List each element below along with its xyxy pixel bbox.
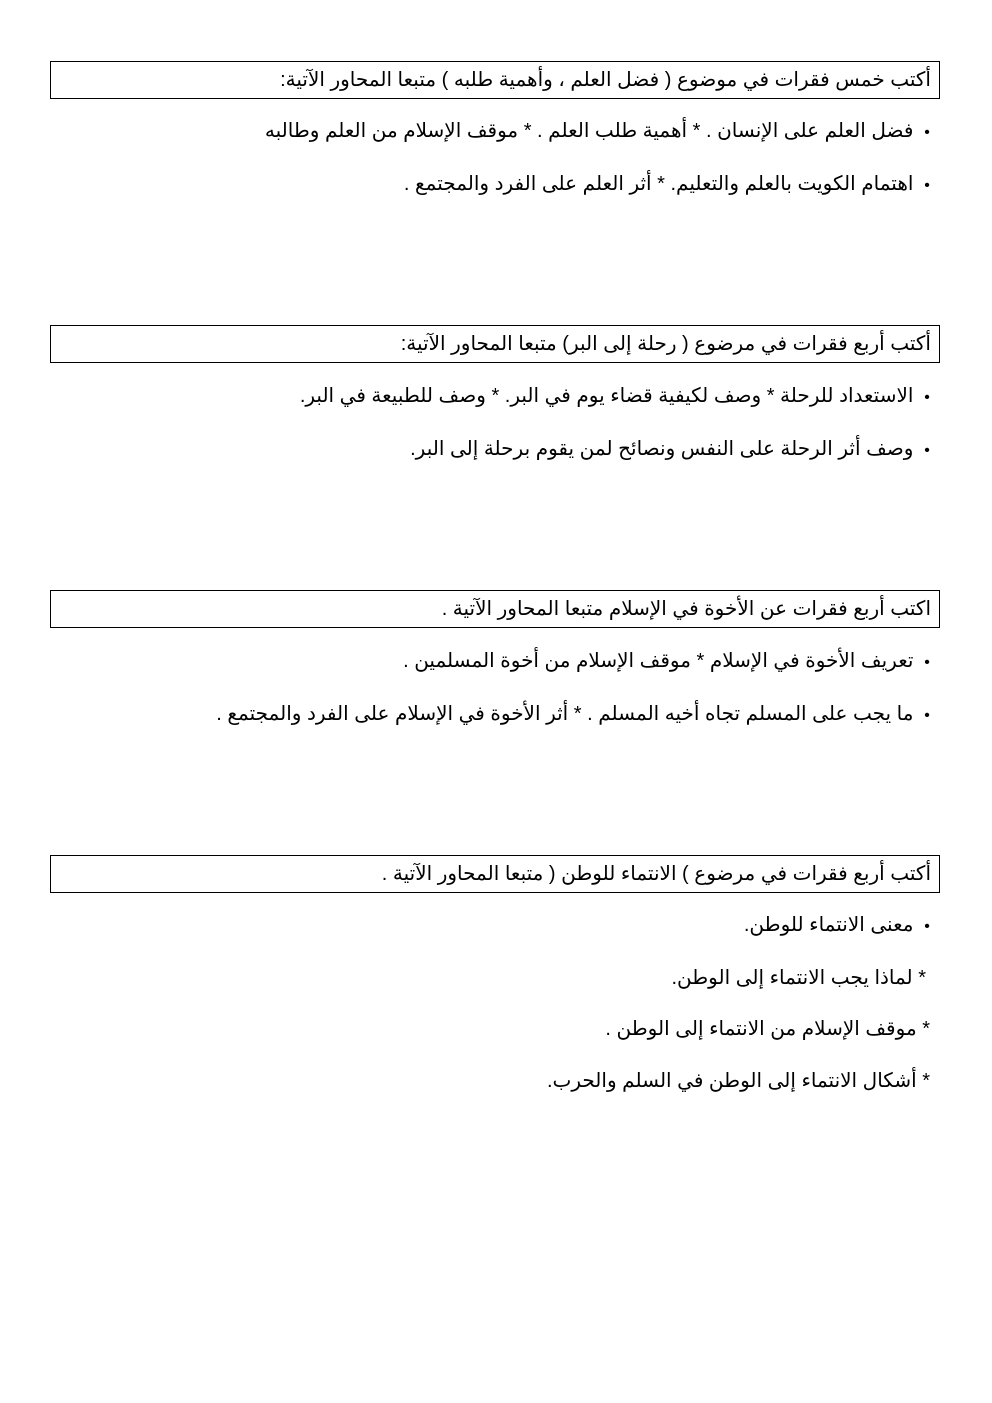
section-1-bullet-1-text: فضل العلم على الإنسان . * أهمية طلب العلم . * موقف الإسلام من العلم وطالبه bbox=[264, 120, 914, 142]
bullet-icon: • bbox=[924, 707, 930, 724]
bullet-icon: • bbox=[924, 389, 930, 406]
section-3-bullet-2-text: ما يجب على المسلم تجاه أخيه المسلم . * أثر الأخوة في الإسلام على الفرد والمجتمع . bbox=[216, 703, 914, 725]
section-3-bullet-2 bbox=[50, 700, 935, 730]
section-4-star-item-3: * أشكال الانتماء إلى الوطن في السلم والحرب. bbox=[546, 1070, 930, 1092]
section-1-bullet-2-text: اهتمام الكويت بالعلم والتعليم. * أثر العلم على الفرد والمجتمع . bbox=[403, 173, 914, 195]
section-2-bullet-1 bbox=[50, 382, 935, 412]
section-2-bullet-2-text: وصف أثر الرحلة على النفس ونصائح لمن يقوم برحلة إلى البر. bbox=[410, 438, 914, 460]
section-1-bullet-2 bbox=[50, 170, 935, 200]
section-3-bullet-1 bbox=[50, 647, 935, 677]
section-4-heading: أكتب أربع فقرات في مرضوع ) الانتماء للوطن ( متبعا المحاور الآتية . bbox=[50, 855, 940, 893]
bullet-icon: • bbox=[924, 124, 930, 141]
bullet-icon: • bbox=[924, 654, 930, 671]
bullet-icon: • bbox=[924, 918, 930, 935]
section-1-heading: أكتب خمس فقرات في موضوع ( فضل العلم ، وأهمية طلبه ) متبعا المحاور الآتية: bbox=[50, 61, 940, 99]
section-4-bullet-1-text: معنى الانتماء للوطن. bbox=[743, 914, 914, 936]
section-2-bullet-2 bbox=[50, 435, 935, 465]
section-3-heading: اكتب أربع فقرات عن الأخوة في الإسلام متبعا المحاور الآتية . bbox=[50, 590, 940, 628]
section-4-bullet-1 bbox=[50, 911, 935, 941]
section-2-heading: أكتب أربع فقرات في مرضوع ( رحلة إلى البر) متبعا المحاور الآتية: bbox=[50, 325, 940, 363]
section-4-star-item-2: * موقف الإسلام من الانتماء إلى الوطن . bbox=[605, 1018, 930, 1040]
bullet-icon: • bbox=[924, 442, 930, 459]
section-3-bullet-1-text: تعريف الأخوة في الإسلام * موقف الإسلام من أخوة المسلمين . bbox=[403, 650, 914, 672]
section-1-bullet-1 bbox=[50, 117, 935, 147]
section-4-star-item-1: * لماذا يجب الانتماء إلى الوطن. bbox=[671, 967, 926, 989]
bullet-icon: • bbox=[924, 177, 930, 194]
section-2-bullet-1-text: الاستعداد للرحلة * وصف لكيفية قضاء يوم في البر. * وصف للطبيعة في البر. bbox=[299, 385, 914, 407]
